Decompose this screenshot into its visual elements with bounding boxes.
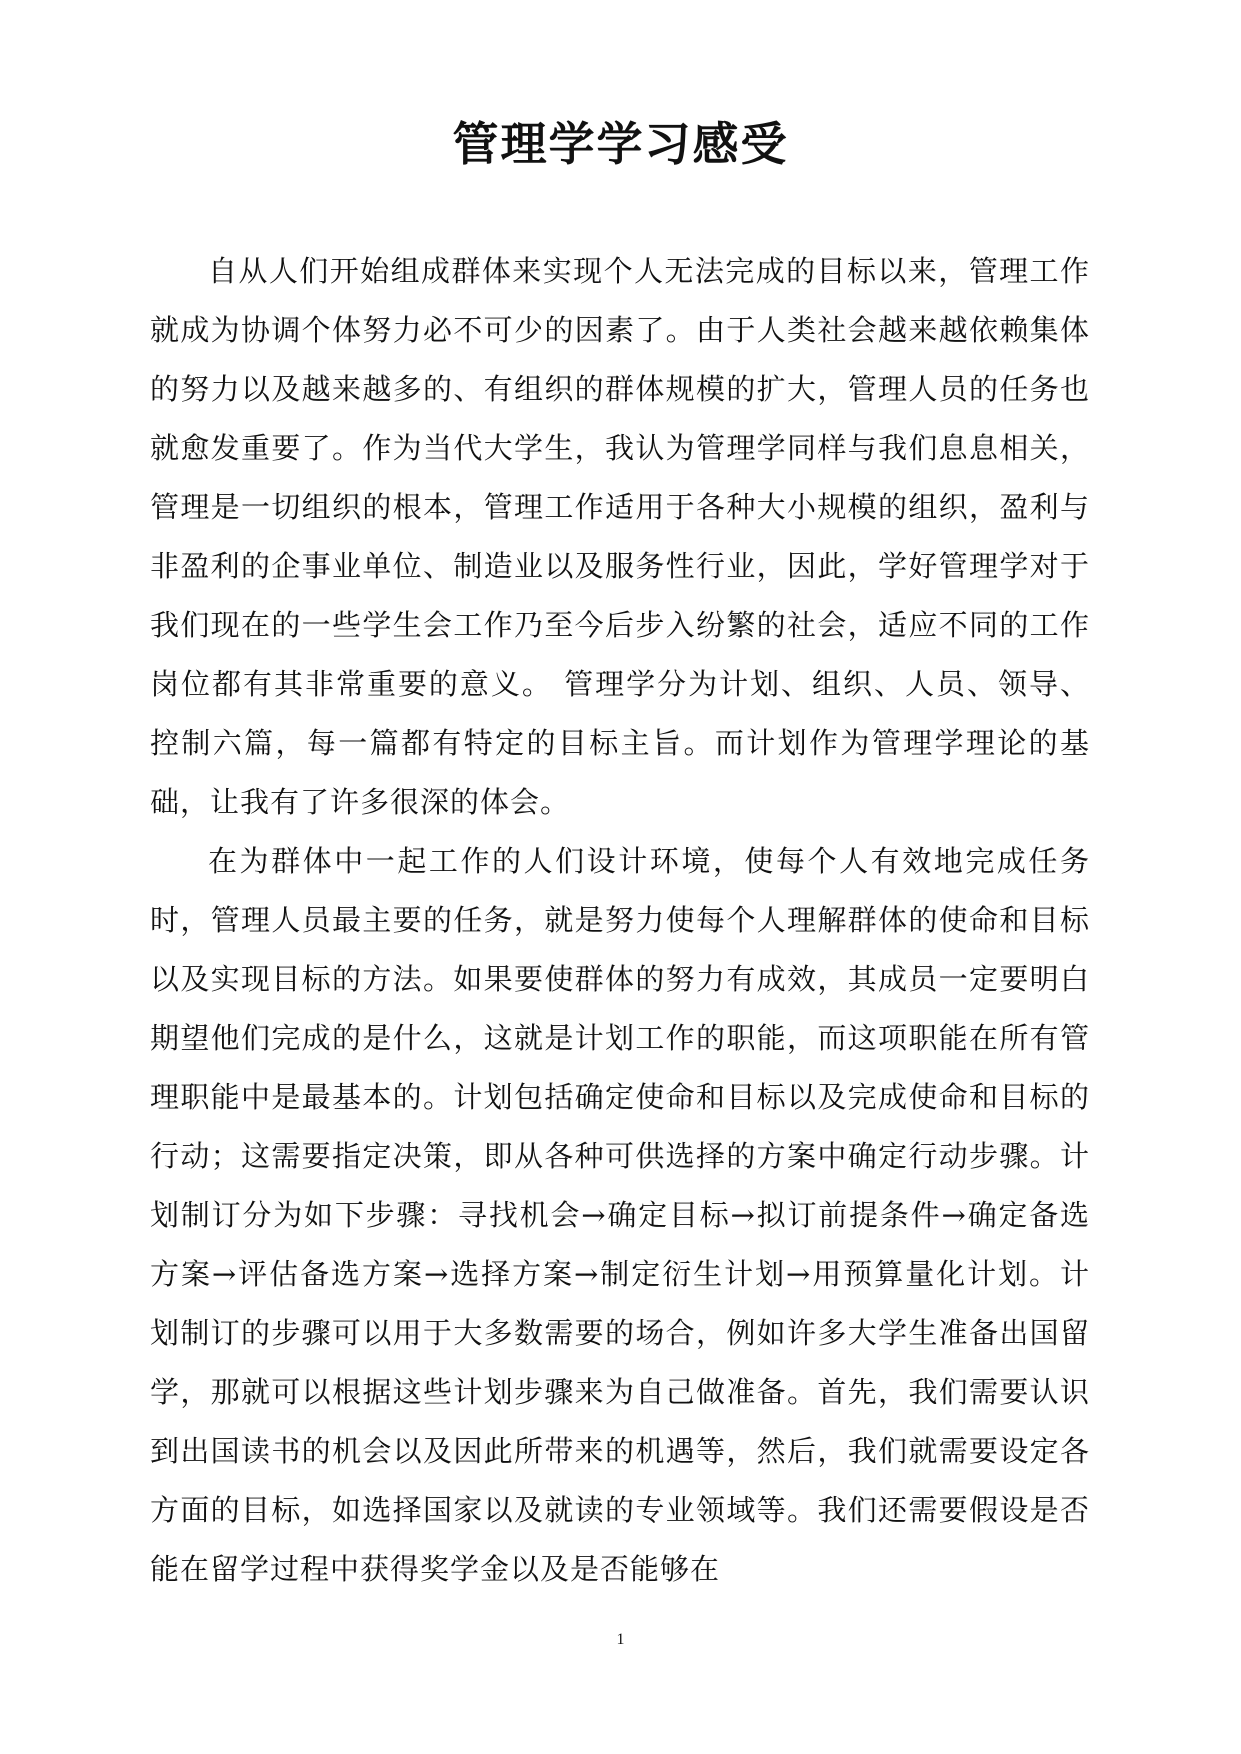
document-title: 管理学学习感受 [452, 117, 789, 171]
paragraph-2: 在为群体中一起工作的人们设计环境，使每个人有效地完成任务时，管理人员最主要的任务，就是努力使每个人理解群体的使命和目标以及实现目标的方法。如果要使群体的努力有成效，其成员一定要明白期望他们完成的是什么，这就是计划工作的职能，而这项职能在所有管理职能中是最基本的。计划包括确定使命和目标以及完成使命和目标的行动；这需要指定决策，即从各种可供选择的方案中确定行动步骤。计划制订分为如下步骤：寻找机会→确定目标→拟订前提条件→确定备选方案→评估备选方案→选择方案→制定衍生计划→用预算量化计划。计划制订的步骤可以用于大多数需要的场合，例如许多大学生准备出国留学，那就可以根据这些计划步骤来为自己做准备。首先，我们需要认识到出国读书的机会以及因此所带来的机遇等，然后，我们就需要设定各方面的目标，如选择国家以及就读的专业领域等。我们还需要假设是否能在留学过程中获得奖学金以及是否能够在 [150, 844, 1090, 1586]
page-number: 1 [616, 1631, 625, 1648]
paragraph-1: 自从人们开始组成群体来实现个人无法完成的目标以来，管理工作就成为协调个体努力必不可少的因素了。由于人类社会越来越依赖集体的努力以及越来越多的、有组织的群体规模的扩大，管理人员的任务也就愈发重要了。作为当代大学生，我认为管理学同样与我们息息相关，管理是一切组织的根本，管理工作适用于各种大小规模的组织，盈利与非盈利的企事业单位、制造业以及服务性行业，因此，学好管理学对于我们现在的一些学生会工作乃至今后步入纷繁的社会，适应不同的工作岗位都有其非常重要的意义。 管理学分为计划、组织、人员、领导、控制六篇，每一篇都有特定的目标主旨。而计划作为管理学理论的基础，让我有了许多很深的体会。 [150, 254, 1090, 819]
document-body [150, 242, 1090, 1599]
